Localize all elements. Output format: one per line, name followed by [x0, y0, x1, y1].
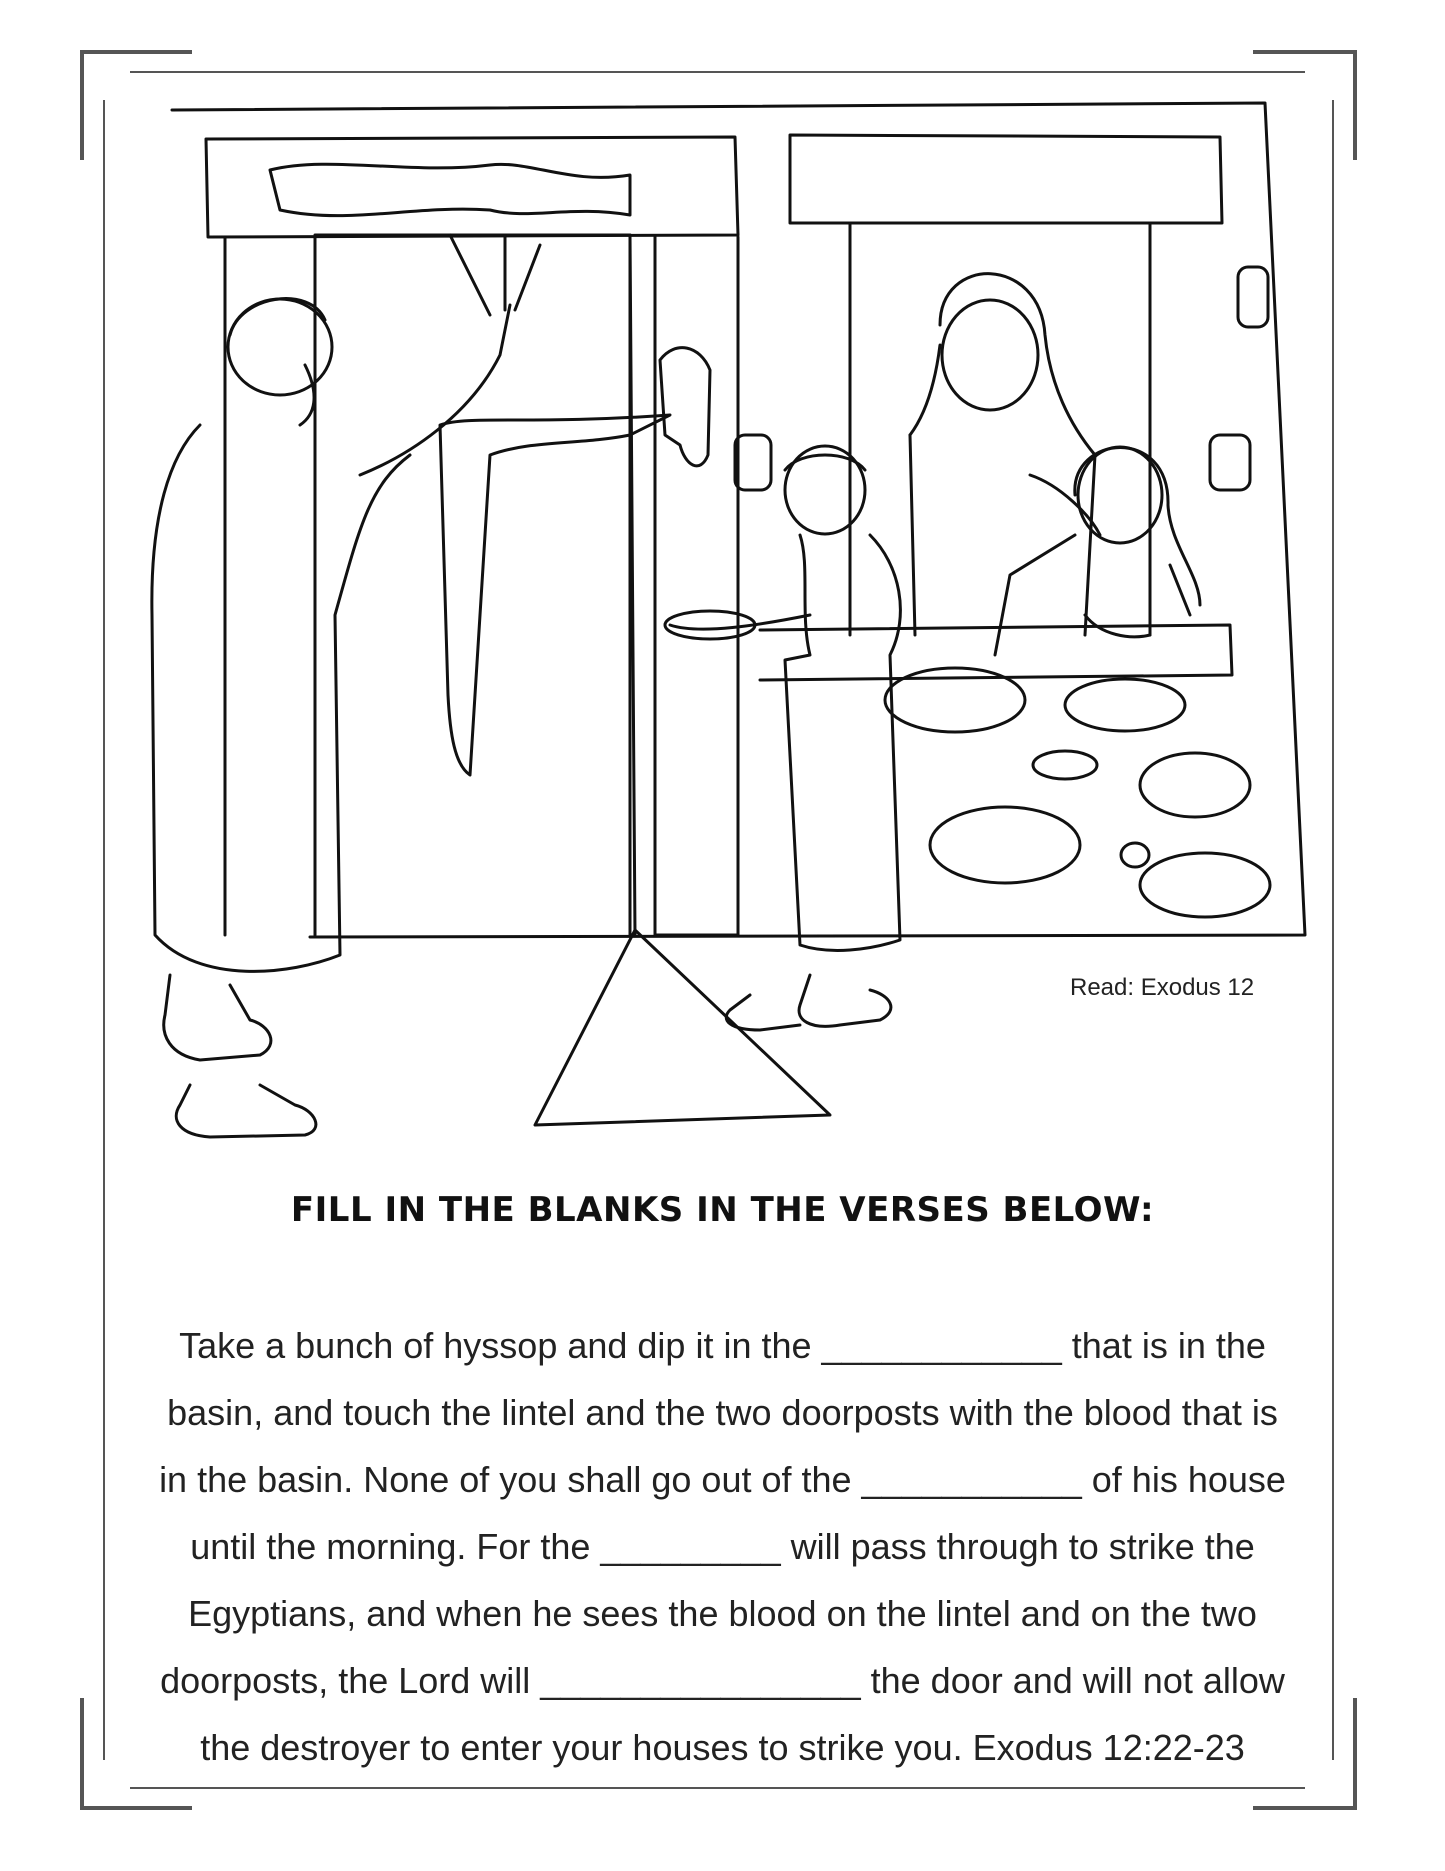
sandal [164, 975, 271, 1060]
stone [1033, 751, 1097, 779]
verse-line: the destroyer to enter your houses to strike you. Exodus 12:22-23 [200, 1727, 1245, 1768]
stone [1121, 843, 1149, 867]
girl-figure [995, 447, 1200, 655]
verse-line: in the basin. None of you shall go out of the ___________ of his house [159, 1459, 1286, 1500]
scripture-reference: Read: Exodus 12 [1070, 974, 1255, 1001]
sandal [176, 1085, 316, 1137]
worksheet-heading: FILL IN THE BLANKS IN THE VERSES BELOW: [290, 1190, 1155, 1230]
lintel-blood-smear [270, 164, 630, 215]
boy-figure [665, 446, 900, 1030]
left-lintel [206, 137, 738, 237]
door [315, 235, 635, 935]
stone [1210, 435, 1250, 490]
verse-line: doorposts, the Lord will ________________ the door and will not allow [160, 1660, 1285, 1701]
verse-line: until the morning. For the _________ will pass through to strike the [190, 1526, 1255, 1567]
mother-figure [910, 274, 1100, 635]
sandal [726, 995, 800, 1030]
sandal [799, 975, 891, 1026]
verse-passage [110, 1312, 1335, 1781]
stone [930, 807, 1080, 883]
verse-line: basin, and touch the lintel and the two doorposts with the blood that is [167, 1392, 1278, 1433]
verse-line: Egyptians, and when he sees the blood on the lintel and on the two [188, 1593, 1257, 1634]
stone [735, 435, 771, 490]
stone [1140, 753, 1250, 817]
verse-line: Take a bunch of hyssop and dip it in the ____________ that is in the [179, 1325, 1266, 1366]
stone [1238, 267, 1268, 327]
man-figure [152, 235, 540, 1137]
stone [1140, 853, 1270, 917]
stone [1065, 679, 1185, 731]
right-doorpost [655, 237, 738, 935]
right-lintel [790, 135, 1222, 223]
